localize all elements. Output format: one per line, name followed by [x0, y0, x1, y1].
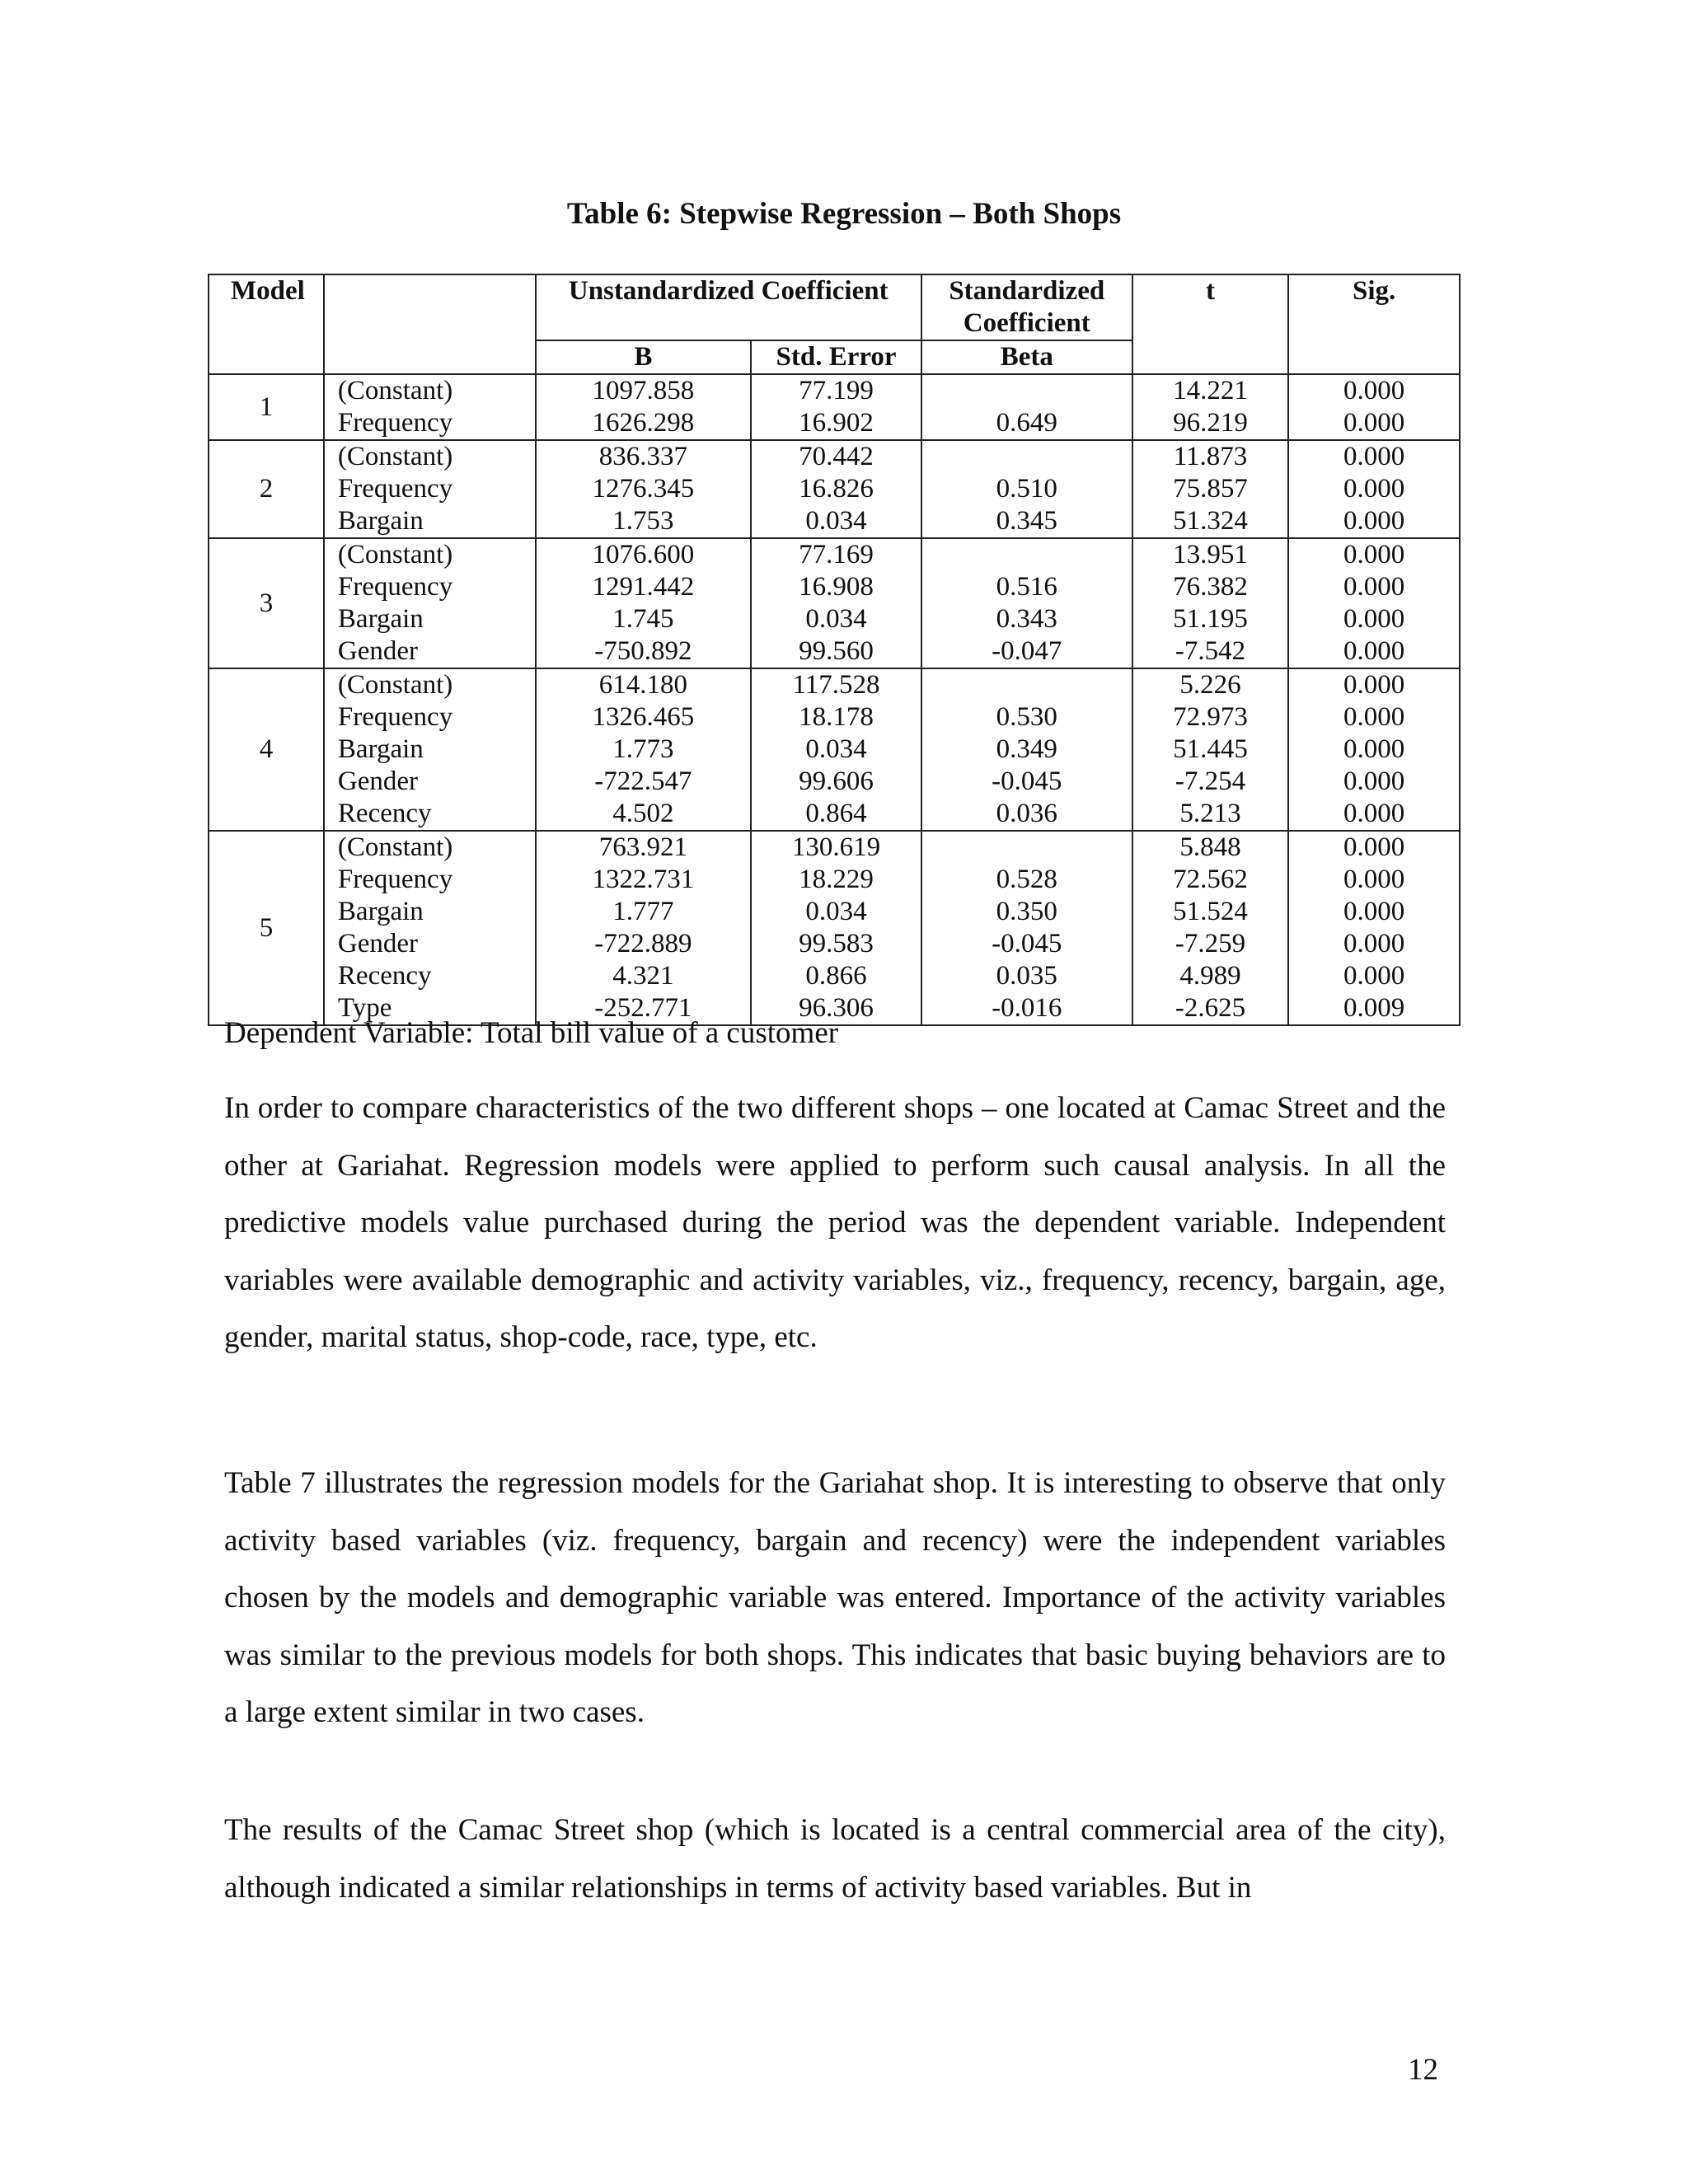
- model-row: [209, 831, 1460, 1025]
- paragraph-3: The results of the Camac Street shop (which is located is a central commercial area of the city), although indicated a similar relationships in terms of activity based variables. But in: [224, 1813, 1446, 1905]
- header-std-error: Std. Error: [751, 340, 921, 374]
- b-value: 1076.600: [592, 540, 695, 569]
- sig-value: 0.000: [1343, 961, 1405, 991]
- sig-value: 0.000: [1343, 799, 1405, 828]
- table-caption: Table 6: Stepwise Regression – Both Shops: [566, 197, 1122, 231]
- std-error-cell: [751, 668, 921, 831]
- b-cell: [536, 831, 752, 1025]
- std-error-value: 16.908: [799, 572, 874, 602]
- std-error-value: 0.034: [805, 734, 867, 764]
- std-error-value: 16.826: [799, 474, 874, 504]
- sig-value: 0.000: [1343, 766, 1405, 796]
- t-value: -7.542: [1175, 636, 1246, 666]
- b-value: -750.892: [594, 636, 692, 666]
- variable-value: (Constant): [337, 540, 453, 569]
- variable-value: (Constant): [337, 442, 453, 471]
- b-value: 1097.858: [592, 376, 695, 405]
- variable-value: Gender: [337, 929, 419, 958]
- page-number: 12: [1408, 2053, 1438, 2087]
- variable-cell: [324, 440, 536, 538]
- t-cell: [1132, 440, 1289, 538]
- beta-value: [922, 539, 1132, 571]
- b-value: 1.773: [612, 734, 674, 764]
- header-model: Model: [209, 274, 324, 374]
- beta-value: -0.047: [992, 636, 1062, 666]
- sig-value: 0.009: [1343, 993, 1405, 1023]
- variable-cell: [324, 374, 536, 440]
- header-t: t: [1132, 274, 1289, 374]
- model-row: [209, 668, 1460, 831]
- beta-cell: [921, 831, 1132, 1025]
- sig-value: 0.000: [1343, 376, 1405, 405]
- beta-value: 0.036: [996, 799, 1057, 828]
- sig-cell: [1288, 538, 1460, 668]
- variable-cell: [324, 538, 536, 668]
- b-value: 836.337: [598, 442, 688, 471]
- std-error-value: 99.583: [799, 929, 874, 958]
- t-value: 5.213: [1179, 799, 1241, 828]
- beta-value: 0.516: [996, 572, 1057, 602]
- header-variable: [324, 274, 536, 374]
- model-row: [209, 538, 1460, 668]
- std-error-value: 96.306: [799, 993, 874, 1023]
- sig-value: 0.000: [1343, 604, 1405, 634]
- sig-value: 0.000: [1343, 474, 1405, 504]
- sig-value: 0.000: [1343, 832, 1405, 862]
- paragraph-1: In order to compare characteristics of the two different shops – one located at Camac Street and the other at Gariahat. Regression models were applied to perform such causal analysis. In all the predictive models value purchased during the period was the dependent variable. Independent variables were available demographic and activity variables, viz., frequency, recency, bargain, age, gender, marital status, shop-code, race, type, etc.: [224, 1091, 1446, 1354]
- header-standardized-line1: Standardized: [949, 276, 1105, 306]
- sig-value: 0.000: [1343, 865, 1405, 894]
- sig-value: 0.000: [1343, 636, 1405, 666]
- t-value: 51.524: [1173, 897, 1248, 926]
- std-error-cell: [751, 831, 921, 1025]
- sig-cell: [1288, 374, 1460, 440]
- paragraph-2: Table 7 illustrates the regression models for the Gariahat shop. It is interesting to observe that only activity based variables (viz. frequency, bargain and recency) were the independent variables chosen by the models and demographic variable was entered. Importance of the activity variables was similar to the previous models for both shops. This indicates that basic buying behaviors are to a large extent similar in two cases.: [224, 1466, 1446, 1729]
- variable-value: Bargain: [337, 604, 424, 634]
- variable-value: Frequency: [337, 474, 453, 504]
- beta-value: -0.016: [992, 993, 1062, 1023]
- sig-value: 0.000: [1343, 506, 1405, 536]
- b-value: 614.180: [598, 670, 688, 700]
- t-value: 75.857: [1173, 474, 1248, 504]
- beta-value: 0.350: [996, 897, 1057, 926]
- beta-value: [922, 375, 1132, 407]
- beta-cell: [921, 668, 1132, 831]
- std-error-value: 70.442: [799, 442, 874, 471]
- model-row: [209, 374, 1460, 440]
- dependent-variable-note: Dependent Variable: Total bill value of a customer: [224, 1016, 839, 1050]
- b-value: 1.777: [612, 897, 674, 926]
- t-value: -2.625: [1175, 993, 1246, 1023]
- model-row: [209, 440, 1460, 538]
- beta-cell: [921, 440, 1132, 538]
- t-value: -7.259: [1175, 929, 1246, 958]
- variable-value: Recency: [337, 961, 432, 991]
- b-value: -722.889: [594, 929, 692, 958]
- beta-value: [922, 832, 1132, 864]
- t-value: 5.848: [1179, 832, 1241, 862]
- regression-table: [208, 274, 1461, 1026]
- b-value: 1326.465: [592, 702, 695, 732]
- t-value: 51.445: [1173, 734, 1248, 764]
- header-standardized-line2: Coefficient: [963, 308, 1090, 338]
- b-cell: [536, 374, 752, 440]
- t-value: 5.226: [1179, 670, 1241, 700]
- variable-value: Frequency: [337, 572, 453, 602]
- header-sig: Sig.: [1288, 274, 1460, 374]
- std-error-value: 18.178: [799, 702, 874, 732]
- variable-value: (Constant): [337, 832, 453, 862]
- t-value: 51.195: [1173, 604, 1248, 634]
- model-number: 3: [209, 538, 324, 668]
- b-value: 4.321: [612, 961, 674, 991]
- b-value: 1322.731: [592, 865, 695, 894]
- variable-value: (Constant): [337, 670, 453, 700]
- beta-value: 0.035: [996, 961, 1057, 991]
- sig-value: 0.000: [1343, 408, 1405, 438]
- b-value: 1276.345: [592, 474, 695, 504]
- beta-value: 0.528: [996, 865, 1057, 894]
- variable-value: Recency: [337, 799, 432, 828]
- t-value: 51.324: [1173, 506, 1248, 536]
- variable-cell: [324, 831, 536, 1025]
- std-error-value: 0.034: [805, 897, 867, 926]
- variable-value: Gender: [337, 766, 419, 796]
- sig-value: 0.000: [1343, 734, 1405, 764]
- t-value: 14.221: [1173, 376, 1248, 405]
- t-cell: [1132, 374, 1289, 440]
- sig-value: 0.000: [1343, 929, 1405, 958]
- header-unstandardized: Unstandardized Coefficient: [536, 274, 921, 340]
- std-error-value: 130.619: [791, 832, 881, 862]
- beta-value: 0.343: [996, 604, 1057, 634]
- b-value: 1291.442: [592, 572, 695, 602]
- t-value: 13.951: [1173, 540, 1248, 569]
- beta-value: [922, 669, 1132, 701]
- b-value: 763.921: [598, 832, 688, 862]
- std-error-value: 77.199: [799, 376, 874, 405]
- variable-value: Type: [337, 993, 392, 1023]
- variable-value: Frequency: [337, 408, 453, 438]
- std-error-value: 16.902: [799, 408, 874, 438]
- variable-cell: [324, 668, 536, 831]
- variable-value: Frequency: [337, 702, 453, 732]
- t-value: 4.989: [1179, 961, 1241, 991]
- std-error-cell: [751, 538, 921, 668]
- header-beta: Beta: [921, 340, 1132, 374]
- std-error-value: 99.606: [799, 766, 874, 796]
- sig-value: 0.000: [1343, 540, 1405, 569]
- sig-cell: [1288, 440, 1460, 538]
- b-cell: [536, 538, 752, 668]
- model-number: 4: [209, 668, 324, 831]
- model-number: 1: [209, 374, 324, 440]
- header-standardized: [921, 274, 1132, 340]
- t-value: 72.562: [1173, 865, 1248, 894]
- b-value: 4.502: [612, 799, 674, 828]
- sig-cell: [1288, 668, 1460, 831]
- std-error-value: 18.229: [799, 865, 874, 894]
- beta-value: -0.045: [992, 766, 1062, 796]
- std-error-value: 117.528: [792, 670, 880, 700]
- t-cell: [1132, 668, 1289, 831]
- std-error-value: 0.034: [805, 604, 867, 634]
- header-b: B: [536, 340, 752, 374]
- variable-value: Bargain: [337, 897, 424, 926]
- std-error-cell: [751, 374, 921, 440]
- sig-value: 0.000: [1343, 897, 1405, 926]
- b-value: -722.547: [594, 766, 692, 796]
- sig-value: 0.000: [1343, 670, 1405, 700]
- b-cell: [536, 668, 752, 831]
- table-body: [209, 374, 1460, 1025]
- t-cell: [1132, 831, 1289, 1025]
- b-value: 1.753: [612, 506, 674, 536]
- variable-value: Bargain: [337, 506, 424, 536]
- t-value: 76.382: [1173, 572, 1248, 602]
- t-cell: [1132, 538, 1289, 668]
- beta-value: -0.045: [992, 929, 1062, 958]
- std-error-cell: [751, 440, 921, 538]
- sig-value: 0.000: [1343, 702, 1405, 732]
- b-value: 1626.298: [592, 408, 695, 438]
- variable-value: (Constant): [337, 376, 453, 405]
- b-cell: [536, 440, 752, 538]
- beta-value: 0.510: [996, 474, 1057, 504]
- variable-value: Frequency: [337, 865, 453, 894]
- beta-value: 0.345: [996, 506, 1057, 536]
- beta-value: 0.649: [996, 408, 1057, 438]
- t-value: 96.219: [1173, 408, 1248, 438]
- variable-value: Gender: [337, 636, 419, 666]
- b-value: -252.771: [594, 993, 692, 1023]
- t-value: -7.254: [1175, 766, 1246, 796]
- t-value: 72.973: [1173, 702, 1248, 732]
- beta-value: 0.530: [996, 702, 1057, 732]
- sig-value: 0.000: [1343, 572, 1405, 602]
- beta-cell: [921, 374, 1132, 440]
- variable-value: Bargain: [337, 734, 424, 764]
- b-value: 1.745: [612, 604, 674, 634]
- beta-cell: [921, 538, 1132, 668]
- model-number: 2: [209, 440, 324, 538]
- std-error-value: 0.866: [805, 961, 867, 991]
- beta-value: 0.349: [996, 734, 1057, 764]
- beta-value: [922, 441, 1132, 473]
- model-number: 5: [209, 831, 324, 1025]
- std-error-value: 0.864: [805, 799, 867, 828]
- std-error-value: 77.169: [799, 540, 874, 569]
- t-value: 11.873: [1173, 442, 1248, 471]
- std-error-value: 0.034: [805, 506, 867, 536]
- sig-value: 0.000: [1343, 442, 1405, 471]
- sig-cell: [1288, 831, 1460, 1025]
- std-error-value: 99.560: [799, 636, 874, 666]
